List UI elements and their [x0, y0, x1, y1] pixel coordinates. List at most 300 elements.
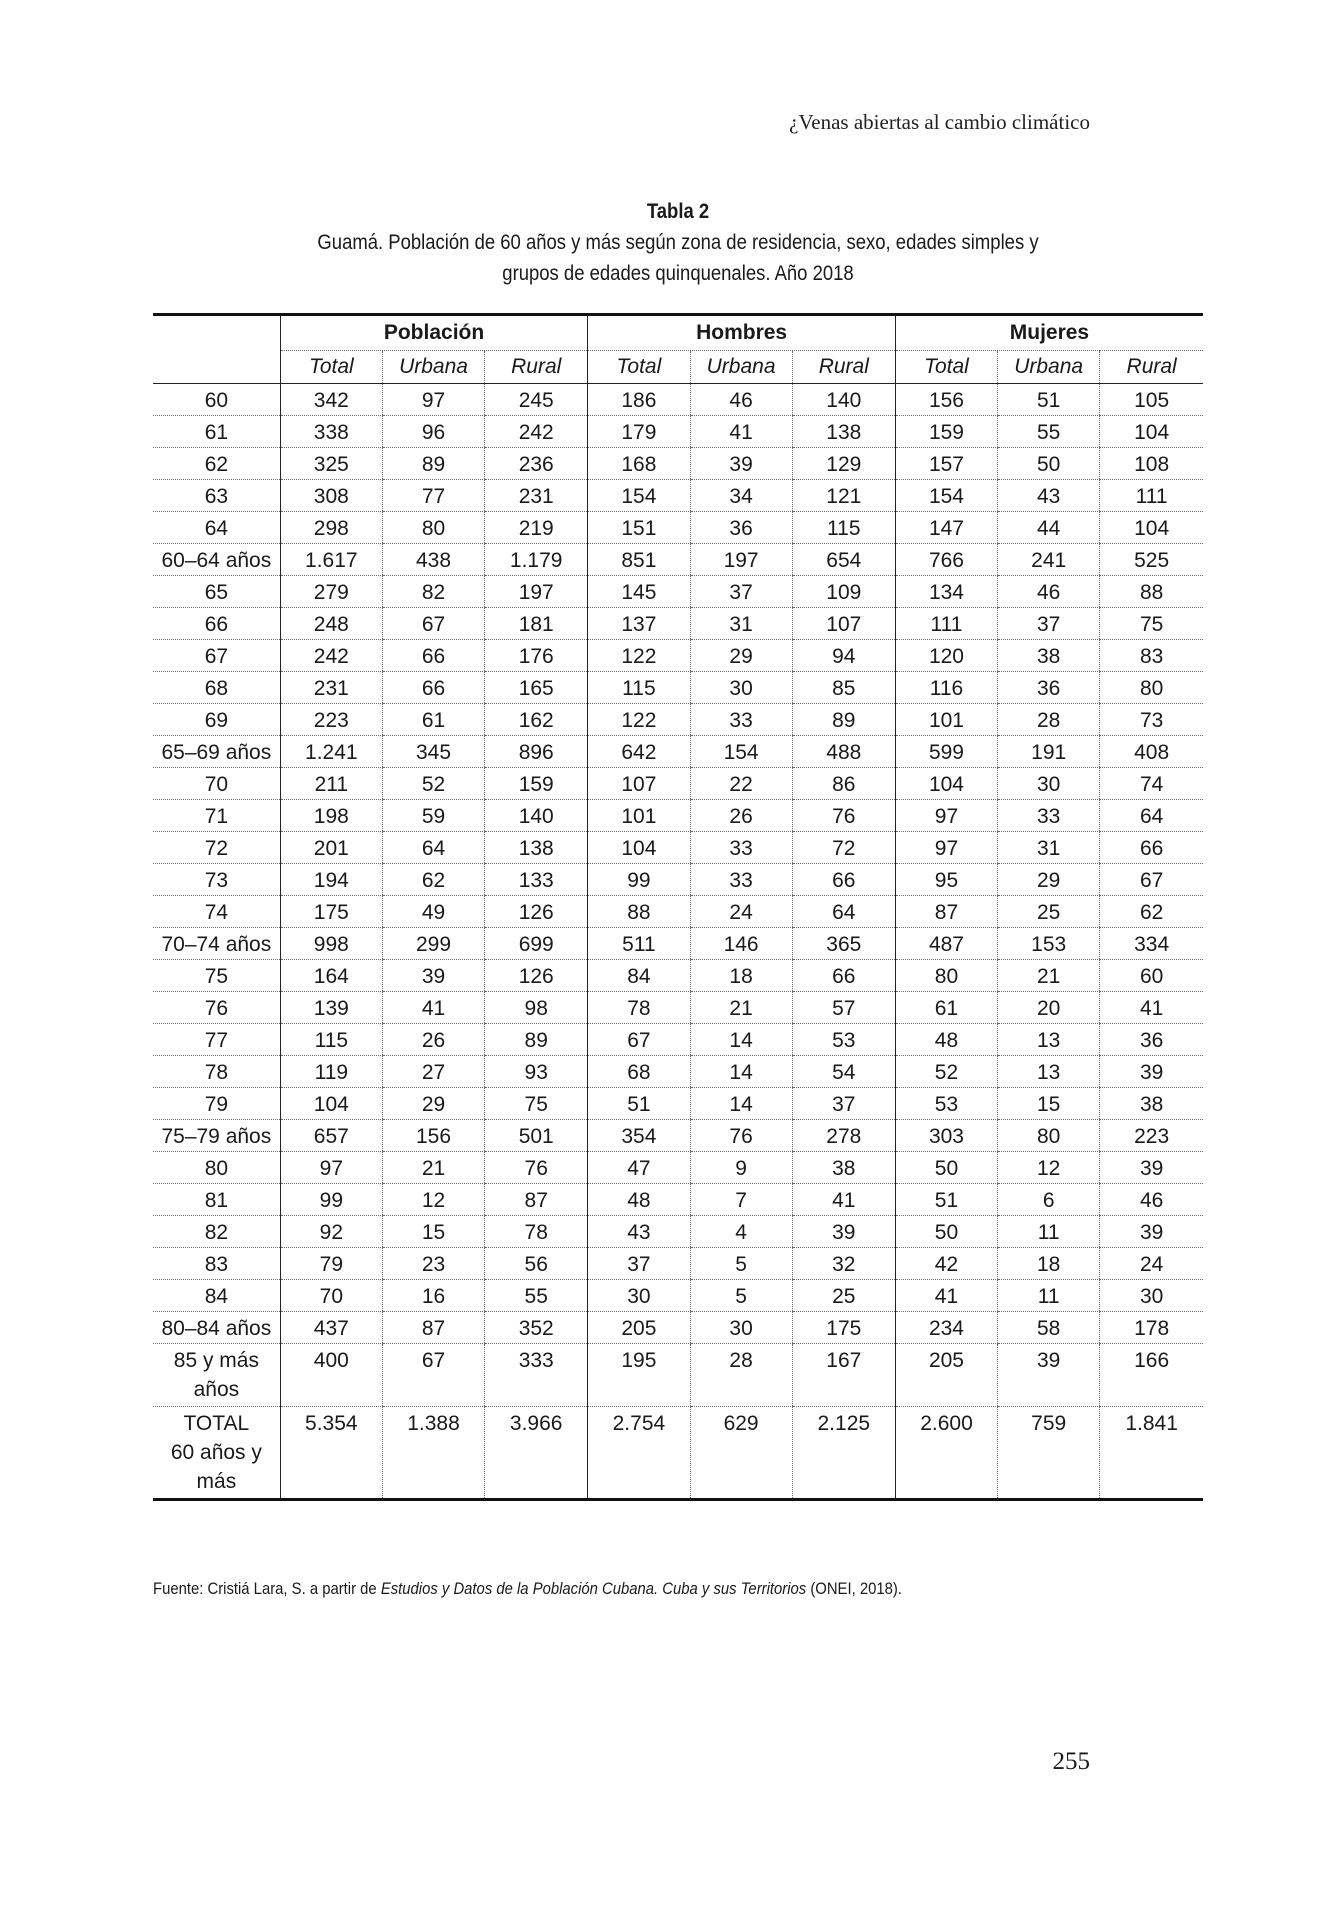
table-cell: 83 — [1100, 640, 1203, 672]
row-label — [153, 704, 280, 736]
table-body — [153, 384, 1203, 1500]
table-cell: 147 — [895, 512, 997, 544]
table-cell: 37 — [690, 576, 792, 608]
table-cell: 104 — [280, 1088, 382, 1120]
table-cell: 111 — [1100, 480, 1203, 512]
table-cell: 36 — [690, 512, 792, 544]
group-header-mujeres: Mujeres — [895, 315, 1203, 351]
table-cell: 53 — [895, 1088, 997, 1120]
table-cell: 154 — [588, 480, 690, 512]
table-cell: 2.754 — [588, 1407, 690, 1500]
row-label-line: años — [193, 1378, 240, 1401]
table-cell: 15 — [998, 1088, 1100, 1120]
row-label — [153, 832, 280, 864]
table-cell: 62 — [1100, 896, 1203, 928]
table-cell: 80 — [1100, 672, 1203, 704]
table-cell: 14 — [690, 1024, 792, 1056]
table-cell: 197 — [485, 576, 588, 608]
table-cell: 44 — [998, 512, 1100, 544]
table-cell: 197 — [690, 544, 792, 576]
table-cell: 51 — [588, 1088, 690, 1120]
table-cell: 599 — [895, 736, 997, 768]
table-cell: 25 — [998, 896, 1100, 928]
table-cell: 64 — [382, 832, 484, 864]
table-cell: 111 — [895, 608, 997, 640]
subheader-urbana: Urbana — [382, 351, 484, 384]
table-cell: 26 — [690, 800, 792, 832]
table-cell: 30 — [690, 672, 792, 704]
row-label-line: 74 — [204, 901, 229, 924]
table-subtitle-line-2: grupos de edades quinquenales. Año 2018 — [502, 262, 854, 285]
row-label — [153, 1088, 280, 1120]
table-cell: 1.388 — [382, 1407, 484, 1500]
row-label-line: 65–69 años — [161, 741, 272, 764]
table-cell: 89 — [485, 1024, 588, 1056]
table-row — [153, 864, 1203, 896]
row-label-line: 75 — [204, 965, 229, 988]
table-cell: 354 — [588, 1120, 690, 1152]
table-cell: 176 — [485, 640, 588, 672]
table-cell: 76 — [690, 1120, 792, 1152]
table-row — [153, 544, 1203, 576]
table-cell: 37 — [792, 1088, 895, 1120]
table-cell: 175 — [280, 896, 382, 928]
table-cell: 41 — [382, 992, 484, 1024]
table-cell: 766 — [895, 544, 997, 576]
table-cell: 68 — [588, 1056, 690, 1088]
table-cell: 115 — [280, 1024, 382, 1056]
table-cell: 299 — [382, 928, 484, 960]
table-cell: 96 — [382, 416, 484, 448]
table-cell: 153 — [998, 928, 1100, 960]
table-cell: 64 — [792, 896, 895, 928]
row-label — [153, 576, 280, 608]
table-cell: 345 — [382, 736, 484, 768]
table-cell: 156 — [382, 1120, 484, 1152]
table-row — [153, 1024, 1203, 1056]
table-cell: 133 — [485, 864, 588, 896]
table-cell: 108 — [1100, 448, 1203, 480]
table-cell: 18 — [998, 1248, 1100, 1280]
table-row — [153, 736, 1203, 768]
table-cell: 66 — [792, 864, 895, 896]
table-cell: 99 — [280, 1184, 382, 1216]
table-cell: 11 — [998, 1280, 1100, 1312]
row-label-line: 81 — [204, 1189, 229, 1212]
population-table — [153, 313, 1203, 1501]
group-header-hombres: Hombres — [588, 315, 896, 351]
table-cell: 80 — [895, 960, 997, 992]
table-cell: 11 — [998, 1216, 1100, 1248]
table-cell: 92 — [280, 1216, 382, 1248]
table-cell: 39 — [1100, 1056, 1203, 1088]
table-cell: 43 — [998, 480, 1100, 512]
table-cell: 205 — [588, 1312, 690, 1344]
row-label-line: 83 — [204, 1253, 229, 1276]
table-cell: 105 — [1100, 384, 1203, 416]
row-label-line: 62 — [204, 453, 229, 476]
table-cell: 338 — [280, 416, 382, 448]
table-cell: 154 — [690, 736, 792, 768]
table-cell: 334 — [1100, 928, 1203, 960]
table-cell: 36 — [1100, 1024, 1203, 1056]
table-cell: 298 — [280, 512, 382, 544]
table-cell: 325 — [280, 448, 382, 480]
table-cell: 2.600 — [895, 1407, 997, 1500]
table-cell: 178 — [1100, 1312, 1203, 1344]
table-cell: 181 — [485, 608, 588, 640]
table-cell: 93 — [485, 1056, 588, 1088]
row-label — [153, 1056, 280, 1088]
row-label — [153, 384, 280, 416]
table-cell: 18 — [690, 960, 792, 992]
table-cell: 76 — [792, 800, 895, 832]
table-cell: 342 — [280, 384, 382, 416]
table-cell: 39 — [792, 1216, 895, 1248]
row-label — [153, 960, 280, 992]
table-cell: 437 — [280, 1312, 382, 1344]
table-row — [153, 1344, 1203, 1407]
table-cell: 167 — [792, 1344, 895, 1407]
row-label-line: 65 — [204, 581, 229, 604]
row-label-line: 73 — [204, 869, 229, 892]
table-cell: 6 — [998, 1184, 1100, 1216]
row-label — [153, 1280, 280, 1312]
table-cell: 29 — [998, 864, 1100, 896]
table-cell: 46 — [998, 576, 1100, 608]
row-label-line: 76 — [204, 997, 229, 1020]
table-cell: 37 — [998, 608, 1100, 640]
table-cell: 159 — [485, 768, 588, 800]
table-row — [153, 1248, 1203, 1280]
table-cell: 24 — [690, 896, 792, 928]
table-cell: 139 — [280, 992, 382, 1024]
table-cell: 70 — [280, 1280, 382, 1312]
table-cell: 56 — [485, 1248, 588, 1280]
table-cell: 57 — [792, 992, 895, 1024]
table-cell: 223 — [1100, 1120, 1203, 1152]
table-cell: 76 — [485, 1152, 588, 1184]
table-row — [153, 928, 1203, 960]
table-cell: 38 — [1100, 1088, 1203, 1120]
table-cell: 151 — [588, 512, 690, 544]
table-cell: 38 — [998, 640, 1100, 672]
table-cell: 21 — [382, 1152, 484, 1184]
subheader-total: Total — [588, 351, 690, 384]
table-cell: 55 — [485, 1280, 588, 1312]
table-cell: 50 — [895, 1216, 997, 1248]
table-cell: 629 — [690, 1407, 792, 1500]
table-cell: 41 — [895, 1280, 997, 1312]
table-cell: 39 — [998, 1344, 1100, 1407]
table-cell: 52 — [382, 768, 484, 800]
table-cell: 198 — [280, 800, 382, 832]
table-cell: 51 — [895, 1184, 997, 1216]
table-cell: 41 — [1100, 992, 1203, 1024]
table-cell: 88 — [588, 896, 690, 928]
row-label — [153, 640, 280, 672]
table-cell: 120 — [895, 640, 997, 672]
page-number: 255 — [1052, 1748, 1090, 1775]
table-cell: 642 — [588, 736, 690, 768]
table-cell: 115 — [792, 512, 895, 544]
table-row — [153, 640, 1203, 672]
table-cell: 308 — [280, 480, 382, 512]
row-label-line: 64 — [204, 517, 229, 540]
source-suffix: (ONEI, 2018). — [806, 1580, 902, 1598]
table-row — [153, 1407, 1203, 1500]
table-cell: 97 — [895, 800, 997, 832]
table-cell: 73 — [1100, 704, 1203, 736]
table-cell: 66 — [382, 672, 484, 704]
row-label — [153, 800, 280, 832]
table-cell: 25 — [792, 1280, 895, 1312]
table-cell: 134 — [895, 576, 997, 608]
header-corner — [153, 315, 280, 351]
row-label-line: 69 — [204, 709, 229, 732]
table-cell: 501 — [485, 1120, 588, 1152]
table-cell: 34 — [690, 480, 792, 512]
row-label-line: 61 — [204, 421, 229, 444]
table-cell: 165 — [485, 672, 588, 704]
table-cell: 74 — [1100, 768, 1203, 800]
table-cell: 38 — [792, 1152, 895, 1184]
table-cell: 52 — [895, 1056, 997, 1088]
table-cell: 116 — [895, 672, 997, 704]
table-cell: 242 — [485, 416, 588, 448]
table-cell: 23 — [382, 1248, 484, 1280]
table-cell: 72 — [792, 832, 895, 864]
table-row — [153, 480, 1203, 512]
table-cell: 61 — [895, 992, 997, 1024]
subheader-urbana: Urbana — [998, 351, 1100, 384]
table-cell: 657 — [280, 1120, 382, 1152]
table-cell: 48 — [895, 1024, 997, 1056]
table-row — [153, 1184, 1203, 1216]
table-cell: 104 — [1100, 416, 1203, 448]
table-cell: 62 — [382, 864, 484, 896]
table-cell: 30 — [690, 1312, 792, 1344]
table-cell: 107 — [588, 768, 690, 800]
table-cell: 156 — [895, 384, 997, 416]
table-cell: 54 — [792, 1056, 895, 1088]
row-label-line: 71 — [204, 805, 229, 828]
source-work-title: Estudios y Datos de la Población Cubana. Cuba y sus Territorios — [380, 1580, 807, 1598]
table-cell: 28 — [690, 1344, 792, 1407]
row-label-line: 67 — [204, 645, 229, 668]
table-cell: 168 — [588, 448, 690, 480]
table-row — [153, 1152, 1203, 1184]
row-label-line: 70–74 años — [161, 933, 272, 956]
table-cell: 759 — [998, 1407, 1100, 1500]
row-label — [153, 1407, 280, 1500]
table-cell: 121 — [792, 480, 895, 512]
table-cell: 157 — [895, 448, 997, 480]
row-label-line: más — [196, 1470, 237, 1493]
table-cell: 104 — [588, 832, 690, 864]
table-cell: 22 — [690, 768, 792, 800]
table-row — [153, 416, 1203, 448]
table-cell: 5.354 — [280, 1407, 382, 1500]
table-cell: 219 — [485, 512, 588, 544]
table-cell: 4 — [690, 1216, 792, 1248]
table-cell: 998 — [280, 928, 382, 960]
table-cell: 279 — [280, 576, 382, 608]
table-cell: 84 — [588, 960, 690, 992]
row-label-line: 78 — [204, 1061, 229, 1084]
table-row — [153, 384, 1203, 416]
subheader-rural: Rural — [1100, 351, 1203, 384]
table-cell: 122 — [588, 640, 690, 672]
table-cell: 43 — [588, 1216, 690, 1248]
table-cell: 1.179 — [485, 544, 588, 576]
table-cell: 126 — [485, 896, 588, 928]
row-label-line: 60–64 años — [161, 549, 272, 572]
table-cell: 365 — [792, 928, 895, 960]
table-cell: 3.966 — [485, 1407, 588, 1500]
table-cell: 101 — [895, 704, 997, 736]
row-label — [153, 1024, 280, 1056]
table-cell: 303 — [895, 1120, 997, 1152]
row-label — [153, 992, 280, 1024]
table-row — [153, 608, 1203, 640]
table-cell: 59 — [382, 800, 484, 832]
table-cell: 195 — [588, 1344, 690, 1407]
table-cell: 101 — [588, 800, 690, 832]
header-corner-sub — [153, 351, 280, 384]
table-cell: 97 — [895, 832, 997, 864]
row-label-line: 70 — [204, 773, 229, 796]
table-cell: 61 — [382, 704, 484, 736]
table-cell: 53 — [792, 1024, 895, 1056]
table-cell: 97 — [280, 1152, 382, 1184]
table-cell: 66 — [1100, 832, 1203, 864]
table-row — [153, 576, 1203, 608]
table-cell: 66 — [382, 640, 484, 672]
table-cell: 699 — [485, 928, 588, 960]
row-label — [153, 1120, 280, 1152]
table-cell: 654 — [792, 544, 895, 576]
table-cell: 79 — [280, 1248, 382, 1280]
table-cell: 13 — [998, 1056, 1100, 1088]
table-cell: 5 — [690, 1280, 792, 1312]
table-cell: 175 — [792, 1312, 895, 1344]
row-label-line: 72 — [204, 837, 229, 860]
table-cell: 166 — [1100, 1344, 1203, 1407]
table-cell: 32 — [792, 1248, 895, 1280]
table-cell: 48 — [588, 1184, 690, 1216]
table-cell: 75 — [1100, 608, 1203, 640]
table-cell: 851 — [588, 544, 690, 576]
table-cell: 104 — [1100, 512, 1203, 544]
table-cell: 42 — [895, 1248, 997, 1280]
table-row — [153, 1056, 1203, 1088]
table-cell: 39 — [690, 448, 792, 480]
table-cell: 231 — [280, 672, 382, 704]
table-cell: 145 — [588, 576, 690, 608]
row-label-line: 75–79 años — [161, 1125, 272, 1148]
row-label — [153, 544, 280, 576]
table-cell: 94 — [792, 640, 895, 672]
table-cell: 50 — [895, 1152, 997, 1184]
row-label-line: 60 — [204, 389, 229, 412]
subheader-total: Total — [280, 351, 382, 384]
table-cell: 140 — [485, 800, 588, 832]
table-cell: 31 — [998, 832, 1100, 864]
table-cell: 352 — [485, 1312, 588, 1344]
table-cell: 55 — [998, 416, 1100, 448]
table-cell: 211 — [280, 768, 382, 800]
subheader-rural: Rural — [792, 351, 895, 384]
table-cell: 186 — [588, 384, 690, 416]
table-cell: 333 — [485, 1344, 588, 1407]
table-cell: 49 — [382, 896, 484, 928]
table-row — [153, 1120, 1203, 1152]
table-cell: 39 — [382, 960, 484, 992]
table-cell: 122 — [588, 704, 690, 736]
table-cell: 58 — [998, 1312, 1100, 1344]
table-cell: 245 — [485, 384, 588, 416]
table-cell: 1.241 — [280, 736, 382, 768]
table-row — [153, 800, 1203, 832]
table-cell: 154 — [895, 480, 997, 512]
table-cell: 191 — [998, 736, 1100, 768]
table-cell: 248 — [280, 608, 382, 640]
table-cell: 30 — [588, 1280, 690, 1312]
source-note — [153, 1580, 902, 1599]
row-label — [153, 1184, 280, 1216]
table-cell: 67 — [382, 608, 484, 640]
row-label — [153, 448, 280, 480]
row-label — [153, 768, 280, 800]
row-label — [153, 480, 280, 512]
row-label-line: 80 — [204, 1157, 229, 1180]
table-cell: 126 — [485, 960, 588, 992]
table-cell: 12 — [382, 1184, 484, 1216]
table-cell: 234 — [895, 1312, 997, 1344]
table-cell: 33 — [998, 800, 1100, 832]
row-label — [153, 608, 280, 640]
table-cell: 67 — [588, 1024, 690, 1056]
row-label-line: TOTAL — [183, 1412, 250, 1435]
table-cell: 50 — [998, 448, 1100, 480]
row-label — [153, 1344, 280, 1407]
row-label — [153, 1152, 280, 1184]
table-cell: 5 — [690, 1248, 792, 1280]
table-cell: 119 — [280, 1056, 382, 1088]
table-cell: 39 — [1100, 1152, 1203, 1184]
table-cell: 138 — [792, 416, 895, 448]
row-label — [153, 672, 280, 704]
row-label — [153, 1216, 280, 1248]
table-cell: 31 — [690, 608, 792, 640]
row-label-line: 63 — [204, 485, 229, 508]
table-cell: 51 — [998, 384, 1100, 416]
table-cell: 41 — [690, 416, 792, 448]
table-cell: 487 — [895, 928, 997, 960]
table-cell: 194 — [280, 864, 382, 896]
table-cell: 14 — [690, 1088, 792, 1120]
table-cell: 39 — [1100, 1216, 1203, 1248]
table-cell: 36 — [998, 672, 1100, 704]
running-header: ¿Venas abiertas al cambio climático — [789, 110, 1090, 134]
table-subtitle-line-1: Guamá. Población de 60 años y más según zona de residencia, sexo, edades simples y — [317, 231, 1039, 254]
table-cell: 159 — [895, 416, 997, 448]
table-cell: 87 — [895, 896, 997, 928]
table-cell: 66 — [792, 960, 895, 992]
table-cell: 80 — [382, 512, 484, 544]
table-cell: 13 — [998, 1024, 1100, 1056]
